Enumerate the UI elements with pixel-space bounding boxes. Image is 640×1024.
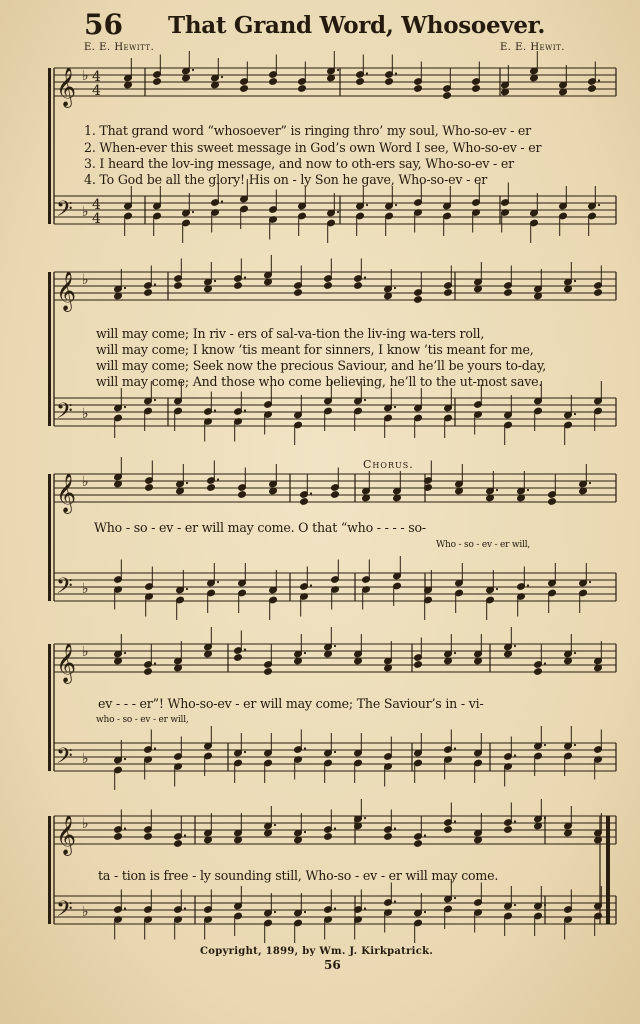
- system-1-dot: [337, 211, 339, 213]
- system-5-alto-note: [384, 833, 393, 841]
- verse-2-line-2: will may come; I know ’tis meant for sinners, I know ’tis meant for me,: [96, 342, 534, 357]
- system-4-dot: [514, 645, 516, 647]
- system-3-alto-note: [331, 491, 340, 499]
- system-4-alto-note: [264, 668, 273, 676]
- system-3-bracket: [48, 474, 51, 601]
- system-2-dot: [394, 287, 396, 289]
- system-3-alto-note: [548, 498, 557, 506]
- system-2-bracket: [48, 272, 51, 426]
- system-5-dot: [424, 911, 426, 913]
- system-5-dot: [334, 827, 336, 829]
- system-2-alto-note: [414, 296, 423, 304]
- system-1-alto-note: [588, 85, 597, 93]
- system-5-dot: [364, 817, 366, 819]
- system-4-bracket: [48, 644, 51, 771]
- system-3-dot: [310, 584, 312, 586]
- system-5-dot: [454, 897, 456, 899]
- system-5-bracket: [48, 816, 51, 924]
- system-4-dot: [244, 751, 246, 753]
- system-2-dot: [154, 399, 156, 401]
- system-5-alto-note: [444, 826, 453, 834]
- chorus-line-1: Who - so - ev - er will may come. O that “who - - - - so-: [94, 520, 426, 535]
- system-1-alto-note: [414, 85, 423, 93]
- system-1-dot: [192, 211, 194, 213]
- system-2-dot: [244, 409, 246, 411]
- system-5-dot: [544, 817, 546, 819]
- system-2-dot: [124, 406, 126, 408]
- system-5-dot: [334, 907, 336, 909]
- system-3-dot: [589, 482, 591, 484]
- final-barline-thick: [606, 816, 610, 924]
- system-2-dot: [394, 406, 396, 408]
- system-2-dot: [364, 399, 366, 401]
- system-4-treble-clef: 𝄞: [56, 643, 77, 683]
- hymn-title: That Grand Word, Whosoever.: [168, 12, 546, 39]
- verse-1-line-2: will may come; In riv - ers of sal-va-tion the liv-ing wa-ters roll,: [96, 326, 485, 341]
- system-5-alto-note: [144, 833, 153, 841]
- system-3-dot: [527, 584, 529, 586]
- system-3-alto-note: [238, 491, 247, 499]
- system-1-dot: [366, 72, 368, 74]
- system-5-alto-note: [114, 833, 123, 841]
- system-5-dot: [184, 834, 186, 836]
- system-4-dot: [304, 747, 306, 749]
- system-2-dot: [214, 280, 216, 282]
- system-4-dot: [244, 648, 246, 650]
- system-3-dot: [217, 478, 219, 480]
- system-4-alto-note: [414, 661, 423, 669]
- system-3-treble-clef: 𝄞: [56, 473, 77, 513]
- system-5-alto-note: [414, 840, 423, 848]
- system-1-alto-note: [385, 78, 394, 86]
- system-5-dot: [394, 827, 396, 829]
- system-2-dot: [574, 280, 576, 282]
- system-3-dot: [217, 581, 219, 583]
- system-2-dot: [574, 413, 576, 415]
- page-number: 56: [324, 958, 341, 972]
- system-3-dot: [186, 588, 188, 590]
- hymn-number: 56: [84, 8, 123, 41]
- system-4-treble-flat: ♭: [82, 644, 89, 660]
- system-1-treble-flat: ♭: [82, 68, 89, 84]
- system-3-bass-flat: ♭: [82, 581, 89, 597]
- system-5-alto-note: [504, 826, 513, 834]
- system-2-dot: [154, 283, 156, 285]
- system-2-bass-flat: ♭: [82, 406, 89, 422]
- system-2-alto-note: [234, 282, 243, 290]
- copyright-notice: Copyright, 1899, by Wm. J. Kirkpatrick.: [200, 946, 434, 957]
- system-5-treble-clef: 𝄞: [56, 815, 77, 855]
- system-4-dot: [124, 758, 126, 760]
- system-1-bass-flat: ♭: [82, 204, 89, 220]
- system-4-bass-flat: ♭: [82, 751, 89, 767]
- chorus-label: Chorus.: [363, 458, 414, 471]
- system-5-dot: [274, 824, 276, 826]
- chorus-line-2-alto: who - so - ev - er will,: [96, 715, 189, 725]
- system-5-bass-flat: ♭: [82, 904, 89, 920]
- system-2-alto-note: [324, 282, 333, 290]
- system-2-alto-note: [144, 289, 153, 297]
- system-2-treble-flat: ♭: [82, 272, 89, 288]
- system-1-bass-clef: 𝄢: [56, 197, 73, 227]
- system-2-alto-note: [444, 289, 453, 297]
- system-1-treble-clef: 𝄞: [56, 67, 77, 107]
- system-1-bracket: [48, 68, 51, 224]
- system-2-bass-clef: 𝄢: [56, 399, 73, 429]
- system-5-dot: [304, 911, 306, 913]
- system-5-dot: [184, 907, 186, 909]
- system-4-dot: [574, 744, 576, 746]
- system-3-bass-clef: 𝄢: [56, 574, 73, 604]
- system-4-dot: [514, 754, 516, 756]
- system-1-time-top: 4: [92, 69, 101, 85]
- system-1-dot: [221, 200, 223, 202]
- system-5-dot: [394, 900, 396, 902]
- system-5-dot: [364, 907, 366, 909]
- system-1-dot: [366, 204, 368, 206]
- system-1-time-top: 4: [92, 197, 101, 213]
- verse-2-line-1: 2. When-ever this sweet message in God’s own Word I see, Who-so-ev - er: [84, 140, 542, 155]
- system-3-alto-note: [207, 484, 216, 492]
- system-4-alto-note: [234, 654, 243, 662]
- system-4-dot: [334, 751, 336, 753]
- verse-4-line-1: 4. To God be all the glory! His on - ly Son he gave, Who-so-ev - er: [84, 172, 488, 187]
- chorus-line-1-alto: Who - so - ev - er will,: [436, 540, 531, 550]
- system-1-dot: [221, 76, 223, 78]
- system-3-dot: [310, 492, 312, 494]
- system-5-dot: [514, 904, 516, 906]
- system-2-alto-note: [594, 289, 603, 297]
- system-5-dot: [424, 834, 426, 836]
- system-1-dot: [337, 69, 339, 71]
- verse-4-line-2: will may come; And those who come believing, he’ll to the ut-most save.: [96, 374, 543, 389]
- system-2-dot: [364, 276, 366, 278]
- system-1-alto-note: [298, 85, 307, 93]
- system-4-dot: [154, 662, 156, 664]
- chorus-line-3: ta - tion is free - ly sounding still, Who-so - ev - er will may come.: [98, 868, 499, 883]
- system-5-dot: [514, 820, 516, 822]
- system-2-alto-note: [294, 289, 303, 297]
- system-1-dot: [395, 204, 397, 206]
- system-4-dot: [574, 652, 576, 654]
- system-5-dot: [454, 820, 456, 822]
- system-4-dot: [454, 652, 456, 654]
- system-2-dot: [244, 276, 246, 278]
- system-5-alto-note: [174, 840, 183, 848]
- system-2-alto-note: [174, 282, 183, 290]
- system-4-dot: [544, 744, 546, 746]
- system-2-dot: [214, 409, 216, 411]
- system-1-dot: [395, 72, 397, 74]
- music-attribution: E. E. Hewit.: [500, 42, 565, 53]
- system-5-dot: [124, 907, 126, 909]
- system-5-dot: [124, 827, 126, 829]
- system-4-dot: [544, 662, 546, 664]
- system-5-alto-note: [324, 833, 333, 841]
- system-3-dot: [496, 489, 498, 491]
- system-1-alto-note: [269, 78, 278, 86]
- verse-3-line-2: will may come; Seek now the precious Saviour, and he’ll be yours to-day,: [96, 358, 547, 373]
- system-3-dot: [496, 588, 498, 590]
- system-4-bass-clef: 𝄢: [56, 744, 73, 774]
- system-1-alto-note: [356, 78, 365, 86]
- system-2-alto-note: [504, 289, 513, 297]
- system-4-dot: [124, 652, 126, 654]
- system-4-dot: [304, 652, 306, 654]
- system-4-alto-note: [144, 668, 153, 676]
- system-3-dot: [186, 482, 188, 484]
- system-1-dot: [598, 79, 600, 81]
- system-5-dot: [544, 904, 546, 906]
- system-1-alto-note: [240, 85, 249, 93]
- system-5-dot: [274, 911, 276, 913]
- system-3-alto-note: [145, 484, 154, 492]
- system-3-dot: [527, 489, 529, 491]
- system-2-dot: [124, 287, 126, 289]
- system-1-time-bottom: 4: [92, 83, 101, 99]
- system-1-time-bottom: 4: [92, 211, 101, 227]
- system-5-bass-clef: 𝄢: [56, 897, 73, 927]
- system-2-treble-clef: 𝄞: [56, 271, 77, 311]
- system-1-dot: [598, 204, 600, 206]
- system-2-alto-note: [354, 282, 363, 290]
- system-1-alto-note: [153, 78, 162, 86]
- system-5-treble-flat: ♭: [82, 816, 89, 832]
- words-attribution: E. E. Hewitt.: [84, 42, 155, 53]
- chorus-line-2: ev - - - er”! Who-so-ev - er will may come; The Saviour’s in - vi-: [98, 696, 484, 711]
- system-4-dot: [454, 747, 456, 749]
- system-3-treble-flat: ♭: [82, 474, 89, 490]
- system-4-alto-note: [534, 668, 543, 676]
- system-1-alto-note: [443, 92, 452, 100]
- verse-3-line-1: 3. I heard the lov-ing message, and now to oth-ers say, Who-so-ev - er: [84, 156, 514, 171]
- system-5-dot: [304, 831, 306, 833]
- system-4-dot: [154, 747, 156, 749]
- system-1-alto-note: [472, 85, 481, 93]
- system-3-dot: [589, 581, 591, 583]
- system-1-dot: [192, 69, 194, 71]
- system-4-dot: [334, 645, 336, 647]
- verse-1-line-1: 1. That grand word “whosoever” is ringing thro’ my soul, Who-so-ev - er: [84, 123, 531, 138]
- system-3-alto-note: [300, 498, 309, 506]
